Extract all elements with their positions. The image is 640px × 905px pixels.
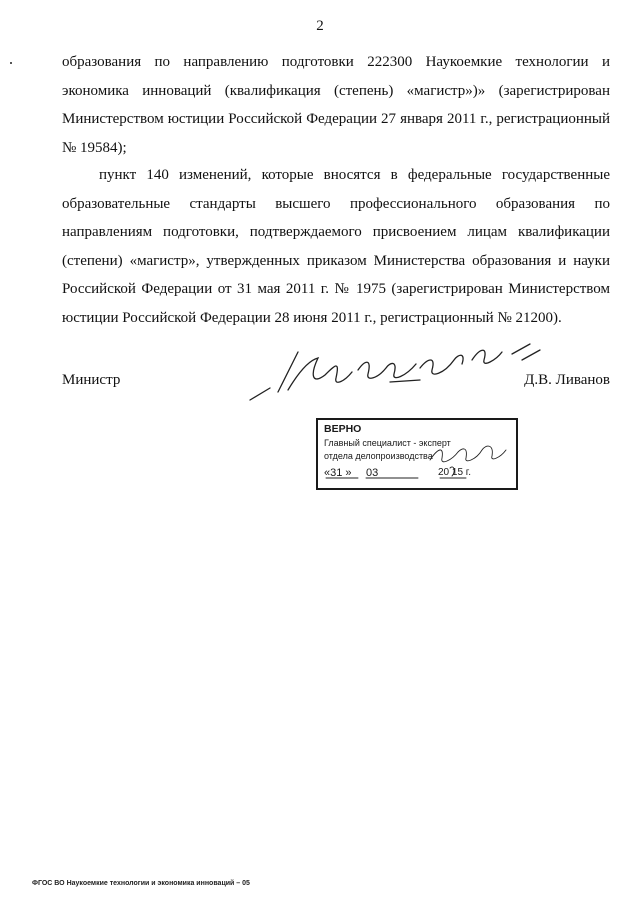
signatory-name: Д.В. Ливанов (524, 372, 610, 388)
stamp-date-year: 20 15 г. (438, 467, 472, 478)
stamp-department: отдела делопроизводства (324, 451, 433, 461)
paragraph-2: пункт 140 изменений, которые вносятся в федеральные государственные образовательные стандарты высшего профессионального образования по направлениям подготовки, подтверждаемого присвоением лицам квалификации (степени) «магистр», утвержденных приказом Министерства образования и науки Российской Федерации от 31 мая 2011 г. № 1975 (зарегистрирован Министерством юстиции Российской Федерации 28 июня 2011 г., регистрационный № 21200). (62, 167, 610, 326)
stamp-date-day: «31 » (324, 467, 352, 479)
paragraph-1: образования по направлению подготовки 222300 Наукоемкие технологии и экономика инноваций (квалификация (степень) «магистр»)» (зарегистрирован Министерством юстиции Российской Федерации 27 января 2011 г., регистрационный № 19584); (62, 54, 610, 156)
footer-note: ФГОС ВО Наукоемкие технологии и экономика инноваций – 05 (32, 880, 250, 887)
signatory-title: Министр (62, 372, 121, 388)
page-number: 2 (316, 18, 324, 34)
handwritten-signature (240, 330, 550, 410)
margin-mark (10, 62, 12, 64)
stamp-handwriting (318, 420, 516, 488)
verification-stamp (316, 418, 518, 490)
stamp-date-month: 03 (366, 467, 379, 479)
stamp-position: Главный специалист - эксперт (324, 438, 451, 448)
stamp-title: ВЕРНО (324, 423, 362, 435)
